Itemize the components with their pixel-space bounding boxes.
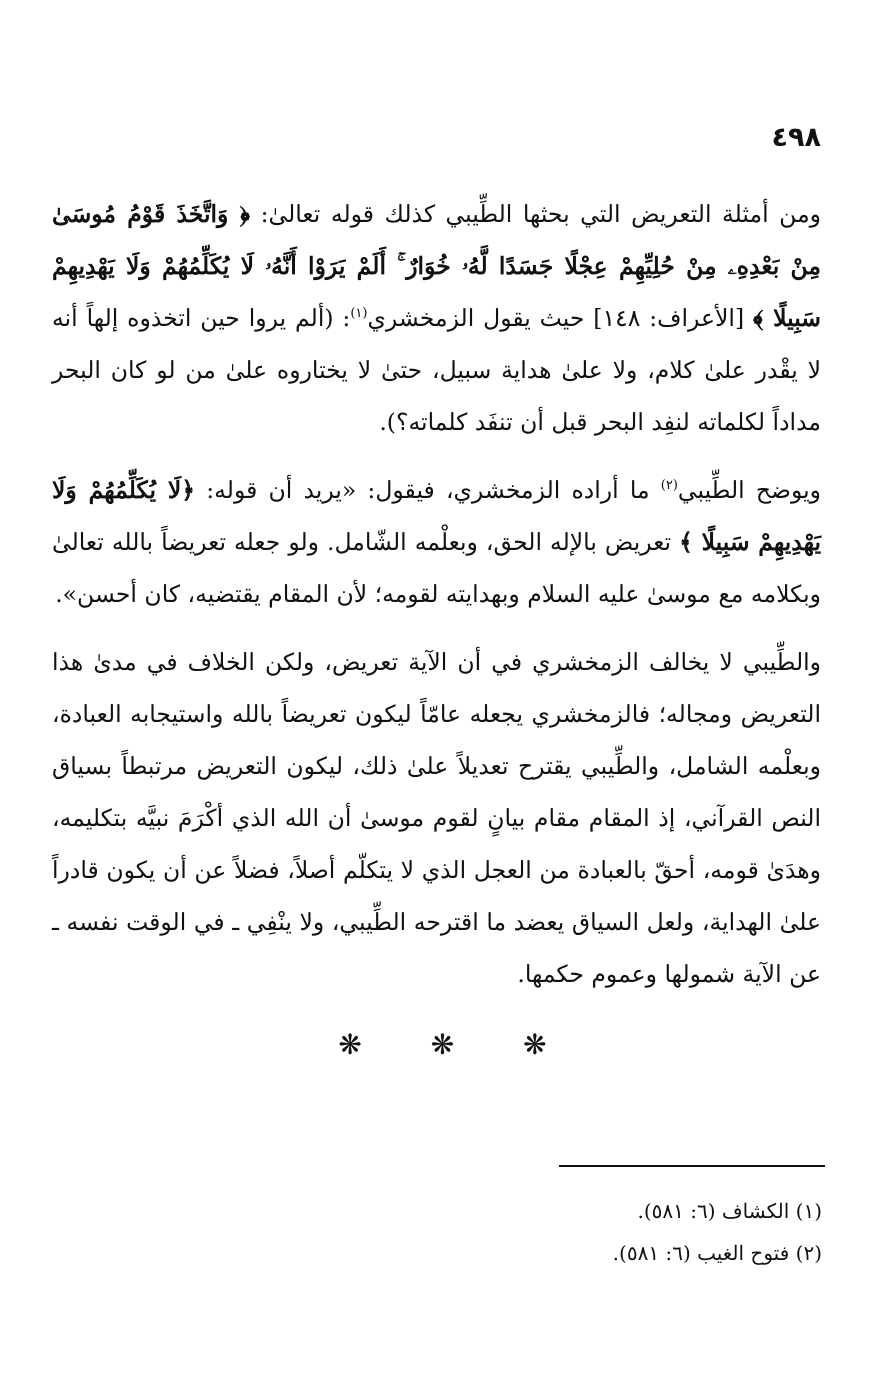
asterism-mark: ❋ — [523, 1028, 547, 1061]
footnote-ref-2: (٢) — [660, 478, 678, 494]
footnote-divider — [559, 1165, 825, 1167]
paragraph-1-text-b: [الأعراف: ١٤٨] حيث يقول الزمخشري — [367, 304, 754, 332]
page-number: ٤٩٨ — [771, 122, 821, 153]
footnote-2: (٢) فتوح الغيب (٦: ٥٨١). — [612, 1241, 822, 1265]
paragraph-2 — [52, 464, 821, 620]
footnote-ref-1: (١) — [350, 306, 368, 322]
asterism-mark: ❋ — [430, 1028, 455, 1061]
section-separator — [0, 1028, 885, 1061]
main-text — [52, 188, 821, 1016]
quran-quote: ﴿لَا يُكَلِّمُهُمْ وَلَا يَهْدِيهِمْ سَبِيلًا ﴾ — [52, 476, 822, 556]
quran-verse: ﴿ وَاتَّخَذَ قَوْمُ مُوسَىٰ مِنْ بَعْدِهِۦ مِنْ حُلِيِّهِمْ عِجْلًا جَسَدًا لَّهُۥ خُوَارٌ ۚ أَلَمْ يَرَوْا أَنَّهُۥ لَا يُكَلِّمُهُمْ وَلَا يَهْدِيهِمْ سَبِيلًا ﴾ — [52, 200, 821, 332]
paragraph-1-text-c: : (ألم يروا حين اتخذوه إلهاً أنه لا يقْدر علىٰ كلام، ولا علىٰ هداية سبيل، حتىٰ لا يختاروه علىٰ من لو كان البحر مداداً لكلماته لنفِد البحر قبل أن تنفَد كلماته؟). — [52, 304, 821, 436]
footnotes — [62, 1190, 822, 1274]
paragraph-2-text-a: ويوضح الطِّيبي — [677, 476, 821, 504]
footnote-1: (١) الكشاف (٦: ٥٨١). — [637, 1199, 822, 1223]
paragraph-2-text-b: ما أراده الزمخشري، فيقول: «يريد أن قوله: — [195, 476, 661, 504]
asterism-mark: ❋ — [338, 1028, 362, 1061]
paragraph-3: والطِّيبي لا يخالف الزمخشري في أن الآية تعريض، ولكن الخلاف في مدىٰ هذا التعريض ومجاله؛ فالزمخشري يجعله عامّاً ليكون تعريضاً بالله واستيجابه العبادة، وبعلْمه الشامل، والطِّيبي يقترح تعديلاً علىٰ ذلك، ليكون التعريض مرتبطاً بسياق النص القرآني، إذ المقام مقام بيانٍ لقوم موسىٰ أن الله الذي أكْرَمَ نبيَّه بتكليمه، وهدَىٰ قومه، أحقّ بالعبادة من العجل الذي لا يتكلّم أصلاً، فضلاً عن أن يكون قادراً علىٰ الهداية، ولعل السياق يعضد ما اقترحه الطِّيبي، ولا ينْفِي ـ في الوقت نفسه ـ عن الآية شمولها وعموم حكمها. — [52, 648, 821, 988]
paragraph-2-text-c: تعريض بالإله الحق، وبعلْمه الشّامل. ولو جعله تعريضاً بالله تعالىٰ وبكلامه مع موسىٰ عليه السلام وبهدايته لقومه؛ لأن المقام يقتضيه، كان أحسن». — [52, 528, 821, 608]
paragraph-1-text-a: ومن أمثلة التعريض التي بحثها الطِّيبي كذلك قوله تعالىٰ: — [250, 200, 822, 228]
paragraph-1 — [52, 188, 821, 448]
